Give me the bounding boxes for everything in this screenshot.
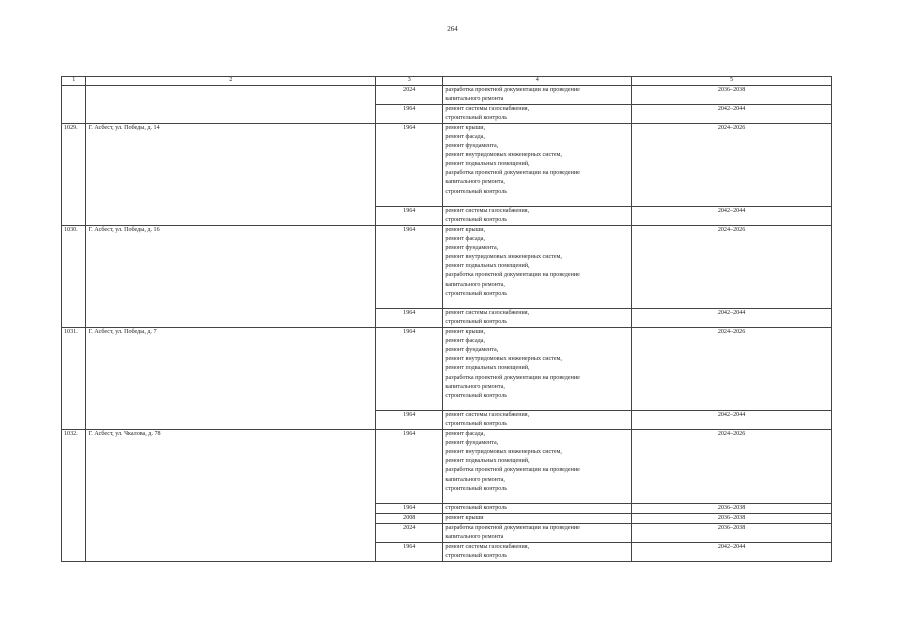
building-number-cell: 1029. [62,123,86,225]
period-cell: 2042–2044 [632,410,832,429]
header-row [62,77,832,86]
year-cell: 2008 [376,514,443,524]
work-item: строительный контроль [445,290,508,297]
table-body [62,77,832,562]
repair-schedule-table [61,76,832,562]
year-cell: 1964 [376,503,443,513]
table-row [62,430,832,504]
works-cell [443,328,632,411]
work-item: ремонт крыши, [445,329,486,336]
header-cell-2: 2 [86,77,376,86]
works-cell [443,104,632,123]
work-item: разработка проектной документации на проведение [445,86,580,93]
header-cell-4: 4 [443,77,632,86]
work-item: ремонт системы газоснабжения, [445,309,530,316]
work-item: разработка проектной документации на проведение [445,170,580,177]
work-item: строительный контроль [445,318,508,325]
works-cell [443,543,632,562]
period-cell: 2036–2038 [632,85,832,104]
works-cell [443,206,632,225]
header-cell-5: 5 [632,77,832,86]
work-item: ремонт подвальных помещений, [445,458,530,465]
work-item: строительный контроль [445,421,508,428]
works-cell [443,514,632,524]
year-cell: 1964 [376,225,443,308]
building-number-cell [62,85,86,123]
year-cell: 1964 [376,104,443,123]
period-cell: 2042–2044 [632,308,832,327]
year-cell: 1964 [376,123,443,206]
works-cell [443,85,632,104]
year-cell: 1964 [376,308,443,327]
period-cell: 2024–2026 [632,225,832,308]
works-cell [443,308,632,327]
works-cell [443,503,632,513]
period-cell: 2024–2026 [632,328,832,411]
work-item: ремонт фасада, [445,338,485,345]
year-cell: 2024 [376,524,443,543]
work-item: ремонт внутридомовых инженерных систем, [445,254,562,261]
work-item: разработка проектной документации на проведение [445,467,580,474]
address-cell: Г. Асбест, ул. Победы, д. 7 [86,328,376,430]
period-cell: 2042–2044 [632,104,832,123]
address-cell: Г. Асбест, ул. Чкалова, д. 78 [86,430,376,562]
works-cell [443,410,632,429]
address-cell [86,85,376,123]
header-cell-3: 3 [376,77,443,86]
work-item: ремонт фасада, [445,236,485,243]
work-item: разработка проектной документации на проведение [445,272,580,279]
work-item: ремонт крыши, [445,124,486,131]
building-number-cell: 1030. [62,225,86,327]
period-cell: 2024–2026 [632,123,832,206]
address-cell: Г. Асбест, ул. Победы, д. 16 [86,225,376,327]
work-item: ремонт фасада, [445,431,485,438]
works-cell [443,225,632,308]
table-row [62,85,832,104]
year-cell: 1964 [376,543,443,562]
work-item: ремонт системы газоснабжения, [445,411,530,418]
works-cell [443,123,632,206]
works-cell [443,430,632,504]
work-item: строительный контроль [445,485,508,492]
work-item: ремонт системы газоснабжения, [445,544,530,551]
work-item: ремонт внутридомовых инженерных систем, [445,356,562,363]
work-item: ремонт фундамента, [445,347,499,354]
work-item: ремонт системы газоснабжения, [445,105,530,112]
work-item: ремонт подвальных помещений, [445,161,530,168]
period-cell: 2042–2044 [632,206,832,225]
period-cell: 2042–2044 [632,543,832,562]
work-item: ремонт фундамента, [445,245,499,252]
year-cell: 1964 [376,410,443,429]
year-cell: 1964 [376,430,443,504]
work-item: ремонт фундамента, [445,143,499,150]
work-item: капитального ремонта, [445,281,505,288]
work-item: строительный контроль [445,504,508,511]
building-number-cell: 1032. [62,430,86,562]
work-item: ремонт подвальных помещений, [445,263,530,270]
work-item: ремонт фасада, [445,133,485,140]
address-cell: Г. Асбест, ул. Победы, д. 14 [86,123,376,225]
work-item: ремонт крыши [445,515,484,521]
work-item: разработка проектной документации на проведение [445,374,580,381]
header-cell-1: 1 [62,77,86,86]
work-item: капитального ремонта [445,95,504,102]
table-row [62,123,832,206]
work-item: ремонт системы газоснабжения, [445,207,530,214]
work-item: капитального ремонта, [445,179,505,186]
work-item: строительный контроль [445,188,508,195]
year-cell: 1964 [376,328,443,411]
work-item: ремонт внутридомовых инженерных систем, [445,152,562,159]
work-item: ремонт крыши, [445,226,486,233]
period-cell: 2036–2038 [632,514,832,524]
work-item: капитального ремонта [445,534,504,541]
work-item: капитального ремонта, [445,476,505,483]
work-item: капитального ремонта, [445,383,505,390]
work-item: разработка проектной документации на проведение [445,525,580,532]
work-item: строительный контроль [445,553,508,560]
period-cell: 2036–2038 [632,524,832,543]
table-row [62,328,832,411]
work-item: ремонт фундамента, [445,440,499,447]
work-item: ремонт внутридомовых инженерных систем, [445,449,562,456]
year-cell: 2024 [376,85,443,104]
works-cell [443,524,632,543]
page-number: 264 [447,25,458,33]
period-cell: 2036–2038 [632,503,832,513]
work-item: строительный контроль [445,392,508,399]
work-item: строительный контроль [445,216,508,223]
period-cell: 2024–2026 [632,430,832,504]
work-item: строительный контроль [445,114,508,121]
year-cell: 1964 [376,206,443,225]
table-row [62,225,832,308]
building-number-cell: 1031. [62,328,86,430]
work-item: ремонт подвальных помещений, [445,365,530,372]
